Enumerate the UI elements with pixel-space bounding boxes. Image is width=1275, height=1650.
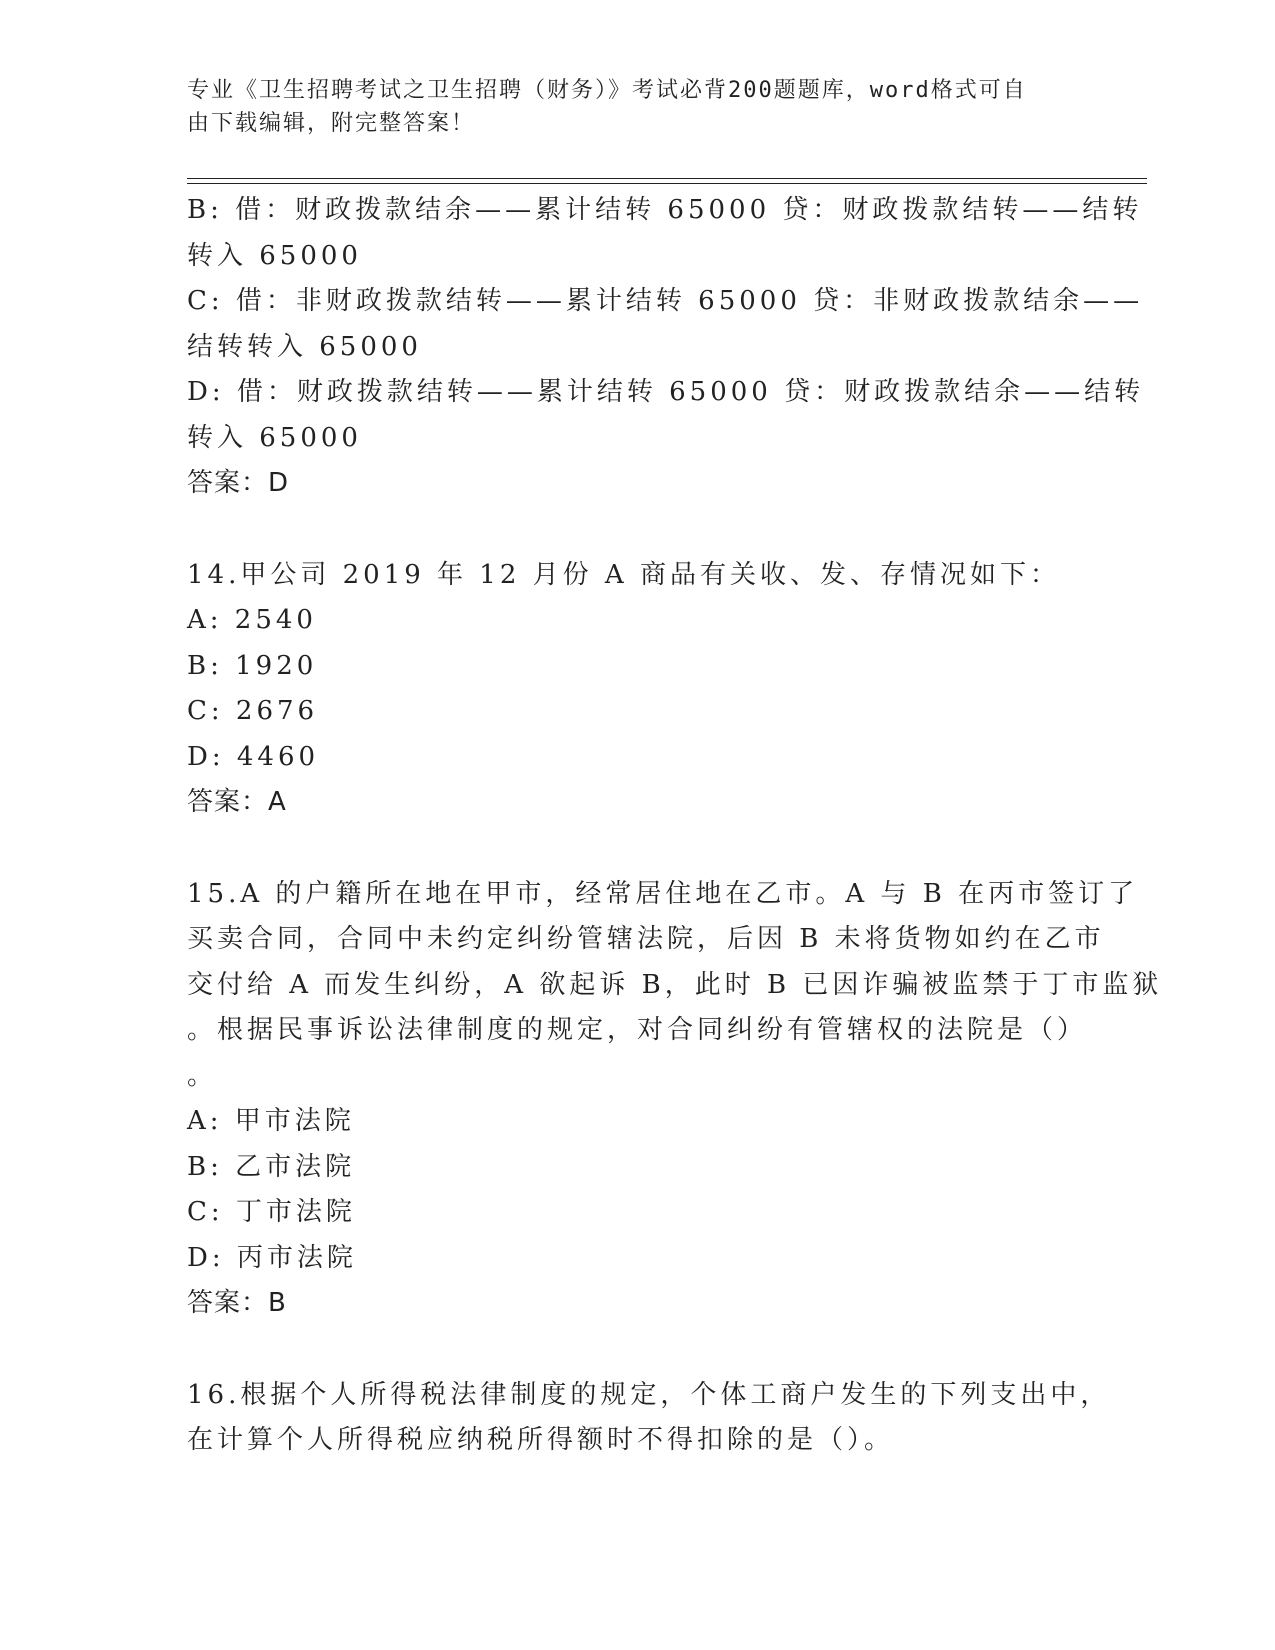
q13-option-d-line-2: 转入 65000 — [187, 422, 362, 453]
question-16-block — [187, 1373, 1111, 1464]
q15-stem-line-3: 交付给 A 而发生纠纷，A 欲起诉 B，此时 B 已因诈骗被监禁于丁市监狱 — [187, 969, 1163, 1000]
spacer — [187, 507, 1087, 553]
header-rule-top — [187, 178, 1147, 179]
q15-stem-line-4: 。根据民事诉讼法律制度的规定，对合同纠纷有管辖权的法院是（） — [187, 1015, 1088, 1045]
q14-option-a: A: 2540 — [187, 605, 317, 635]
question-14-block — [187, 553, 1087, 826]
header-line-2: 由下载编辑，附完整答案！ — [187, 111, 476, 136]
q14-answer: 答案：A — [187, 787, 287, 817]
header-line-1: 专业《卫生招聘考试之卫生招聘（财务）》考试必背200题题库，word格式可自 — [187, 78, 1027, 103]
q14-option-b: B: 1920 — [187, 650, 318, 681]
q15-stem-line-5: 。 — [187, 1060, 218, 1091]
q15-answer: 答案：B — [187, 1288, 287, 1318]
q13-option-c-line-1: C: 借：非财政拨款结转——累计结转 65000 贷：非财政拨款结余—— — [187, 286, 1144, 316]
q16-stem-line-1: 16.根据个人所得税法律制度的规定，个体工商户发生的下列支出中， — [187, 1379, 1111, 1410]
q16-stem-line-2: 在计算个人所得税应纳税所得额时不得扣除的是（）。 — [187, 1425, 895, 1455]
spacer — [187, 826, 1087, 872]
q15-option-d: D: 丙市法院 — [187, 1242, 357, 1273]
q15-stem-line-1: 15.A 的户籍所在地在甲市，经常居住地在乙市。A 与 B 在丙市签订了 — [187, 878, 1139, 909]
q13-option-c-line-2: 结转转入 65000 — [187, 331, 422, 362]
q14-option-d: D: 4460 — [187, 741, 320, 772]
q14-option-c: C: 2676 — [187, 696, 319, 726]
q15-option-b: B: 乙市法院 — [187, 1151, 356, 1182]
spacer — [187, 1327, 1087, 1373]
q15-option-c: C: 丁市法院 — [187, 1197, 356, 1227]
q15-stem-line-2: 买卖合同，合同中未约定纠纷管辖法院，后因 B 未将货物如约在乙市 — [187, 924, 1105, 954]
document-body — [187, 188, 1163, 1464]
question-15-block — [187, 872, 1163, 1327]
question-13-block — [187, 188, 1145, 507]
q13-option-b-line-1: B: 借：财政拨款结余——累计结转 65000 贷：财政拨款结转——结转 — [187, 195, 1143, 225]
q13-answer: 答案：D — [187, 468, 290, 498]
q15-option-a: A: 甲市法院 — [187, 1106, 355, 1136]
q13-option-b-line-2: 转入 65000 — [187, 240, 362, 271]
q14-stem: 14.甲公司 2019 年 12 月份 A 商品有关收、发、存情况如下： — [187, 559, 1060, 590]
header-rule-bottom — [187, 183, 1147, 184]
document-header — [187, 74, 1067, 140]
q13-option-d-line-1: D: 借：财政拨款结转——累计结转 65000 贷：财政拨款结余——结转 — [187, 377, 1145, 407]
